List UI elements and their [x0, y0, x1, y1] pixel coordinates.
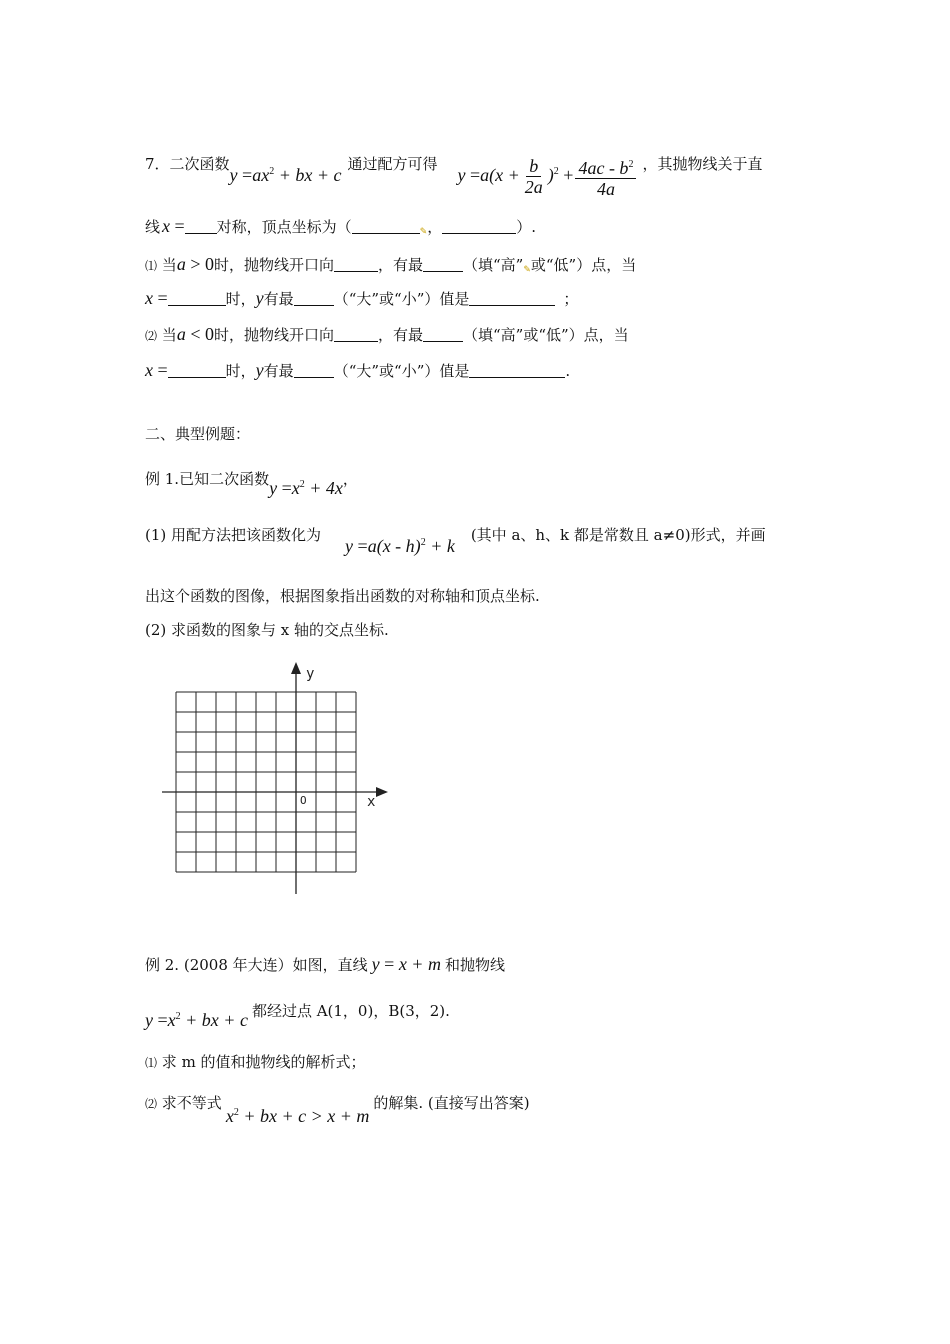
ex1-statement: 例 1.已知二次函数$y =x^2 + 4x$，	[145, 470, 358, 498]
q7-tail-text: ，其抛物线关于直	[642, 155, 763, 173]
p1-point-blank[interactable]	[423, 257, 463, 272]
p2-value-blank[interactable]	[469, 363, 565, 378]
p2-direction-blank[interactable]	[334, 327, 378, 342]
p1-max-min-blank[interactable]	[294, 291, 334, 306]
ex1-q2: (2) 求函数的图象与 x 轴的交点坐标.	[145, 621, 389, 639]
cond-a-positive: a > 0	[176, 254, 214, 274]
ex2-q1: ⑴ 求 m 的值和抛物线的解析式；	[145, 1053, 366, 1071]
var-x: x =	[145, 288, 168, 308]
ex1-q1-line1: (1) 用配方法把该函数化为y =a(x - h)$^2$ + k(其中 a、h、k 都是常数且 a≠0)形式，并画	[145, 526, 766, 556]
p1-direction-blank[interactable]	[334, 257, 378, 272]
p1-value-blank[interactable]	[469, 291, 555, 306]
origin-label: O	[300, 794, 307, 807]
y-axis-label: y	[306, 666, 315, 682]
fraction-b-over-2a: $\frac{b}{2a}$	[524, 156, 543, 198]
ex2-parabola-line: $y =x^2$ + bx + c 都经过点 A(1，0)，B(3，2).	[145, 1002, 450, 1030]
ex2-q2: ⑵ 求不等式$x^2$ + bx + c > x + m的解集. (直接写出答案)	[145, 1094, 530, 1126]
p2-max-min-blank[interactable]	[294, 363, 334, 378]
q7-line1	[145, 142, 762, 199]
ex2-line-formula: y = x + m	[371, 954, 441, 974]
var-x: x =	[162, 216, 185, 236]
ex1-q1-line2: 出这个函数的图像，根据图象指出函数的对称轴和顶点坐标.	[145, 587, 540, 605]
axis-blank[interactable]	[185, 219, 217, 234]
ex2-statement: 例 2. (2008 年大连）如图，直线 y = x + m 和抛物线	[145, 954, 505, 974]
grid-lines	[176, 692, 356, 872]
var-y: y	[255, 288, 264, 308]
x-axis-label: x	[367, 794, 376, 810]
q7-number: 7．二次函数	[145, 155, 230, 173]
x-axis-arrow	[376, 787, 388, 797]
ex1-vertex-form: y =a(x - h)$^2$ + k	[345, 536, 455, 556]
q7-part1-line2: x = 时，y有最 （“大”或“小”）值是 ；	[145, 288, 579, 308]
q7-mid-text: 通过配方可得	[347, 155, 438, 173]
p2-x-blank[interactable]	[168, 363, 226, 378]
var-x: x =	[145, 360, 168, 380]
cond-a-negative: a < 0	[176, 324, 214, 344]
y-axis-arrow	[291, 662, 301, 674]
vertex-x-blank[interactable]	[352, 219, 420, 234]
var-y: y	[255, 360, 264, 380]
vertex-y-blank[interactable]	[442, 219, 516, 234]
ex1-function: $y =x^2 + 4x$	[269, 478, 343, 498]
p2-point-blank[interactable]	[423, 327, 463, 342]
ex2-parabola-formula: $y =x^2$ + bx + c	[145, 1010, 248, 1030]
formula-vertex-form: y =a(x + $\frac{b}{2a}$ )$^2$ + $\frac{4ac - b^2}{4a}$	[458, 165, 639, 185]
q7-part1-line1: ⑴ 当a > 0时，抛物线开口向 ，有最 （填“高”✎或“低”）点，当	[145, 254, 637, 275]
p1-x-blank[interactable]	[168, 291, 226, 306]
q7-line2: 线 x = 对称，顶点坐标为（ ✎， ）.	[145, 216, 537, 237]
coordinate-grid	[160, 660, 400, 896]
q7-part2-line1: ⑵ 当a < 0时，抛物线开口向 ，有最 （填“高”或“低”）点，当	[145, 324, 629, 344]
fraction-4ac-b2-over-4a: $\frac{4ac - b^2}{4a}$	[575, 155, 636, 199]
q7-part2-line2: x = 时，y有最 （“大”或“小”）值是 .	[145, 360, 571, 380]
ex2-inequality: $x^2$ + bx + c > x + m	[225, 1106, 370, 1126]
formula-general: $y =ax^2$ + bx + c	[229, 165, 342, 185]
section-title: 二、典型例题：	[145, 425, 251, 443]
